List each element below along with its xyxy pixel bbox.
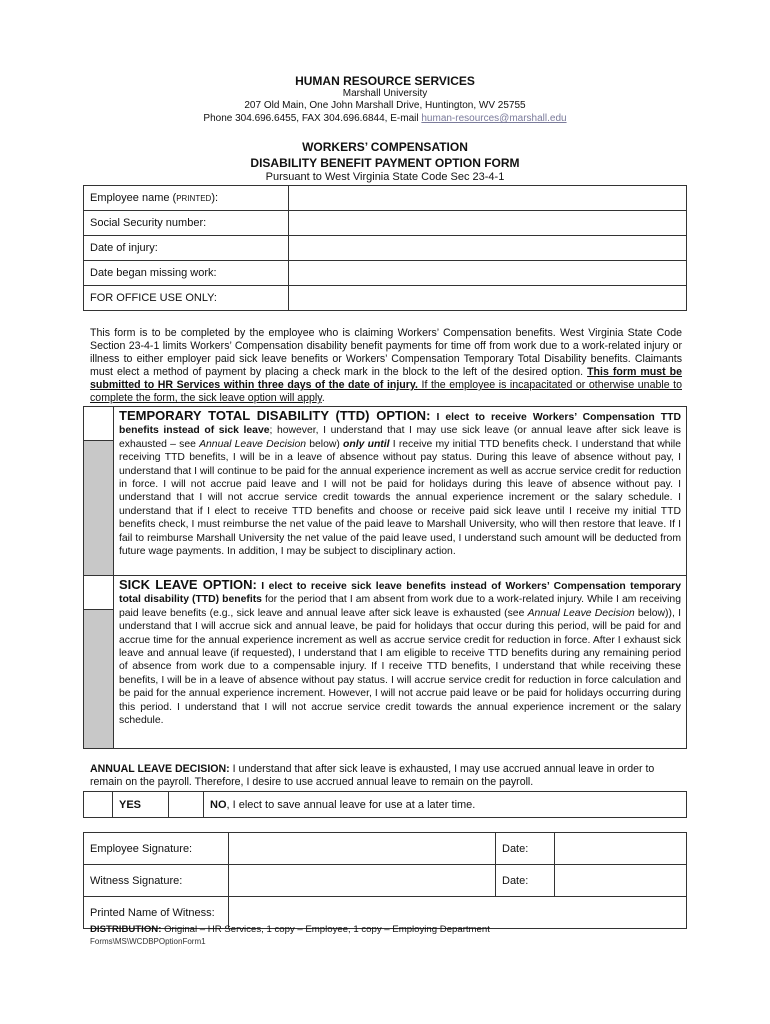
ttd-emphasis: only until	[343, 438, 390, 450]
form-subtitle: Pursuant to West Virginia State Code Sec 23-4-1	[265, 171, 505, 183]
ssn-field[interactable]	[289, 211, 687, 236]
table-row	[84, 833, 687, 865]
employee-name-label-small: PRINTED	[176, 194, 212, 203]
distribution-label: DISTRIBUTION:	[90, 924, 162, 935]
ssn-label: Social Security number:	[84, 211, 289, 236]
form-title-line2: DISABILITY BENEFIT PAYMENT OPTION FORM	[250, 156, 520, 170]
ttd-option-text	[119, 409, 681, 558]
witness-date-label: Date:	[496, 865, 555, 897]
intro-text-4: .	[321, 392, 325, 404]
form-file-path: Forms\MS\WCDBPOptionForm1	[90, 937, 206, 946]
employee-signature-label: Employee Signature:	[84, 833, 229, 865]
sick-text-2: below)), I understand that I will accrue sick and annual leave, be paid for holidays that occur during this period, will be paid for and accrue time for the annual experience increment as well as accrue service credit for reduction in force. After I exhaust sick leave and annual leave (if requested), I understand that I am eligible to receive TTD benefits during any remaining period of absence from work due to a compensable injury. If I receive TTD benefits, I understand that while receiving these benefits, I will be in a leave of absence without pay status. I will accrue service credit for reduction in force calculation and be paid for the annual experience increment. However, I will not accrue paid leave or be paid for holidays occurring during this period. I understand that I will not accrue service credit towards the annual experience increment or the salary schedule.	[119, 607, 681, 727]
sick-shaded-cell	[84, 610, 113, 748]
table-row	[84, 236, 687, 261]
table-row	[84, 261, 687, 286]
intro-text-3: If the employee is incapacitated or otherwise unable to complete the form, the sick leave option will apply	[90, 379, 682, 404]
ttd-text-3: I receive my initial TTD benefits check. I understand that while receiving TTD benefits, I will be in a leave of absence without pay status. During this leave of absence without pay, I understand that I will continue to be paid for the annual experience increment as well as accrue service credit for reduction in force. I will not accrue paid leave and I will not be paid for holidays during this leave of absence without pay. I understand that I will not accrue service credit towards the annual experience increment or the salary schedule. I understand that if I elect to receive TTD benefits and choose or receive paid sick leave until I receive my initial TTD benefits check, I must reimburse the net value of the paid leave to Marshall University, who will then restore that leave. If I fail to reimburse Marshall University the net value of the paid leave used, I understand such amount will be deducted from future wage payments. In addition, I may be subject to disciplinary action.	[119, 438, 681, 558]
no-label	[204, 792, 687, 818]
table-row	[84, 865, 687, 897]
yes-checkbox[interactable]	[84, 792, 113, 818]
option-divider	[84, 575, 686, 576]
email-link[interactable]: human-resources@marshall.edu	[421, 113, 567, 124]
table-row	[84, 286, 687, 311]
employee-date-label: Date:	[496, 833, 555, 865]
address-line: 207 Old Main, One John Marshall Drive, Huntington, WV 25755	[244, 100, 526, 111]
employee-date-field[interactable]	[555, 833, 687, 865]
table-row	[84, 211, 687, 236]
office-use-field[interactable]	[289, 286, 687, 311]
checkbox-column	[84, 407, 114, 748]
ttd-italic-text: Annual Leave Decision	[199, 438, 307, 450]
date-missing-label: Date began missing work:	[84, 261, 289, 286]
sick-italic-text: Annual Leave Decision	[527, 607, 635, 619]
sick-leave-option-checkbox[interactable]	[84, 576, 113, 610]
annual-leave-decision	[90, 763, 685, 789]
university-name: Marshall University	[342, 88, 428, 99]
printed-witness-label: Printed Name of Witness:	[84, 897, 229, 929]
distribution-note	[90, 924, 490, 935]
ttd-text-2: below)	[306, 438, 344, 450]
date-of-injury-label: Date of injury:	[84, 236, 289, 261]
employee-info-table	[83, 185, 687, 311]
no-label-text: , I elect to save annual leave for use at a later time.	[226, 798, 476, 811]
office-use-label: FOR OFFICE USE ONLY:	[84, 286, 289, 311]
yes-label: YES	[113, 792, 169, 818]
employee-name-field[interactable]	[289, 186, 687, 211]
table-row	[84, 792, 687, 818]
ttd-option-checkbox[interactable]	[84, 407, 113, 441]
contact-prefix: Phone 304.696.6455, FAX 304.696.6844, E-mail	[203, 113, 422, 124]
signature-table	[83, 832, 687, 929]
annual-leave-label: ANNUAL LEAVE DECISION:	[90, 763, 230, 775]
options-box	[83, 406, 687, 749]
employee-signature-field[interactable]	[229, 833, 496, 865]
ttd-text-1: ; however, I understand that I may use sick leave (or annual leave after sick leave is exhausted – see	[119, 425, 682, 450]
annual-leave-text: I understand that after sick leave is exhausted, I may use accrued annual leave in order to remain on the payroll. Therefore, I desire to use accrued annual leave to remain on the payroll.	[90, 763, 655, 788]
witness-signature-field[interactable]	[229, 865, 496, 897]
employee-name-label-b: ):	[211, 192, 219, 204]
date-missing-field[interactable]	[289, 261, 687, 286]
employee-name-label-a: Employee name (	[90, 192, 177, 204]
sick-option-text	[119, 578, 681, 727]
intro-deadline: This form must be submitted to HR Services within three days of the date of injury.	[90, 366, 683, 391]
intro-text-1: This form is to be completed by the employee who is claiming Workers’ Compensation benefits. West Virginia State Code Section 23-4-1 limits Workers’ Compensation disability benefit payments for time off from work due to a work-related injury or illness to either employer paid sick leave benefits or Workers’ Compensation Temporary Total Disability benefits. Claimants must elect a method of payment by placing a check mark in the block to the left of the desired option.	[90, 327, 682, 378]
ttd-shaded-cell	[84, 441, 113, 575]
witness-signature-label: Witness Signature:	[84, 865, 229, 897]
date-of-injury-field[interactable]	[289, 236, 687, 261]
org-heading: HUMAN RESOURCE SERVICES	[295, 74, 475, 88]
sick-bold-text: I elect to receive sick leave benefits instead of Workers’ Compensation temporary total disability (TTD) benefits	[119, 581, 681, 606]
table-row	[84, 186, 687, 211]
contact-line	[0, 113, 770, 124]
annual-leave-choice-table	[83, 791, 687, 818]
ttd-heading: TEMPORARY TOTAL DISABILITY (TTD) OPTION:	[119, 408, 431, 423]
intro-paragraph	[90, 327, 682, 405]
employee-name-label	[84, 186, 289, 211]
no-label-bold: NO	[210, 798, 227, 811]
sick-text-1: for the period that I am absent from work due to a work-related injury. While I am receiving paid leave benefits (e.g., sick leave and annual leave after sick leave is exhausted (see	[119, 594, 681, 619]
no-checkbox[interactable]	[169, 792, 204, 818]
ttd-bold-text: I elect to receive Workers’ Compensation TTD benefits instead of sick leave	[119, 412, 681, 437]
witness-date-field[interactable]	[555, 865, 687, 897]
sick-heading: SICK LEAVE OPTION:	[119, 577, 257, 592]
form-title-line1: WORKERS’ COMPENSATION	[302, 140, 468, 154]
distribution-text: Original – HR Services, 1 copy – Employee, 1 copy – Employing Department	[161, 924, 490, 935]
